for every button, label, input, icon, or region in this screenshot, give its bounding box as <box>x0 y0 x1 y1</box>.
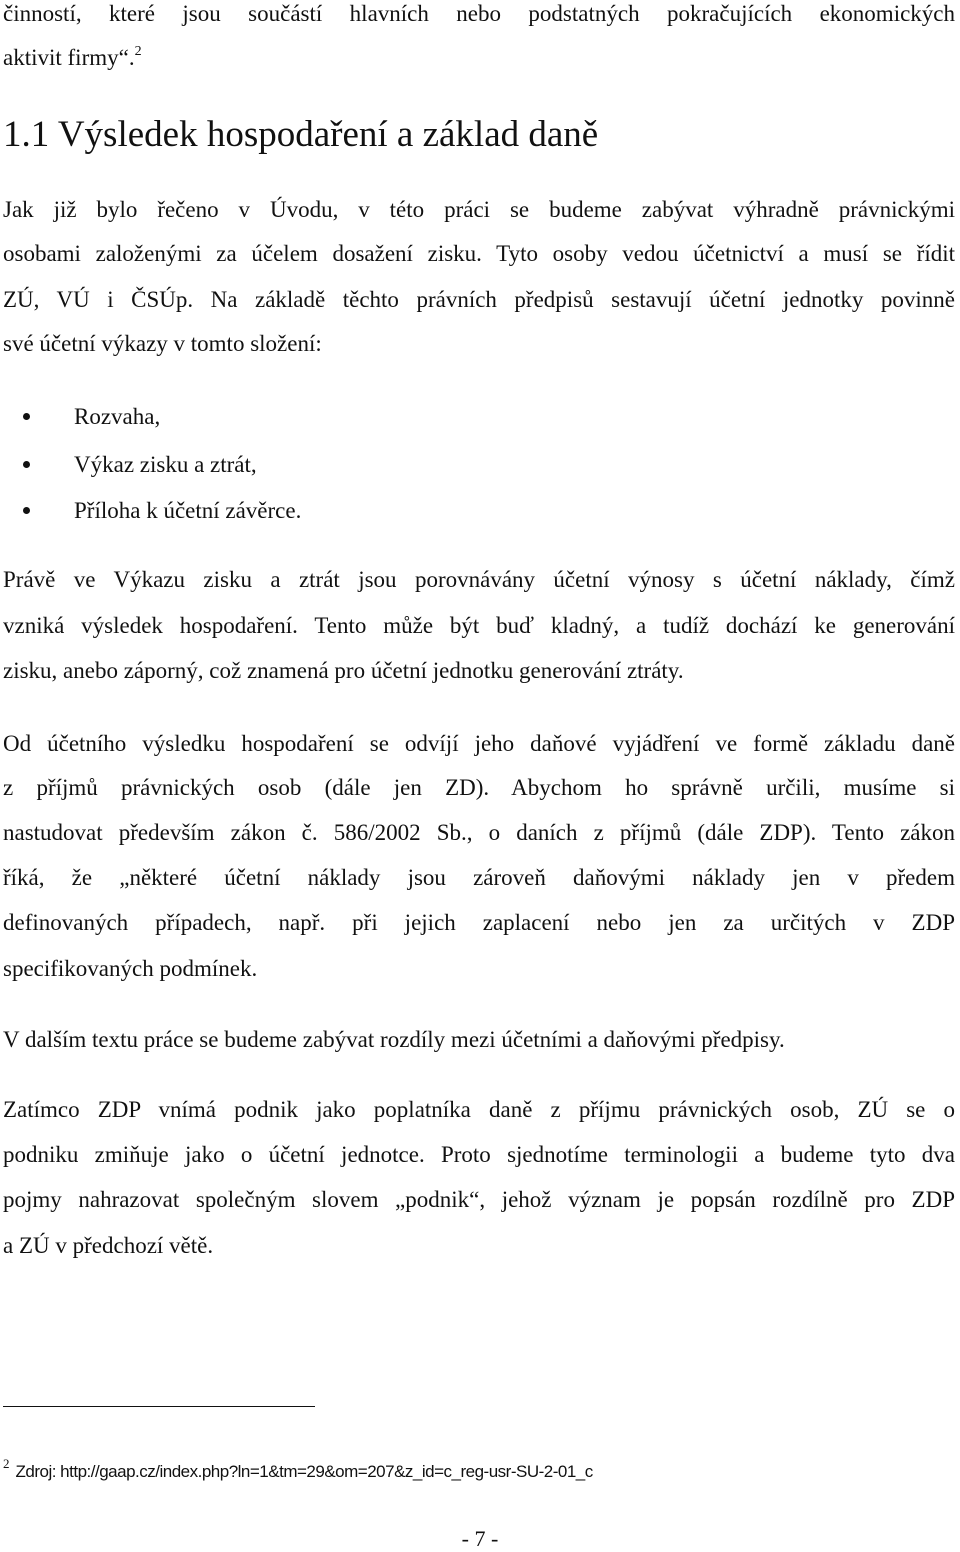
para3-line-4: říká, že „některé účetní náklady jsou zároveň daňovými náklady jen v předem <box>3 865 955 890</box>
para4-line-1: V dalším textu práce se budeme zabývat rozdíly mezi účetními a daňovými předpisy. <box>3 1027 785 1052</box>
footnote <box>3 1456 593 1485</box>
para2-line-1: Právě ve Výkazu zisku a ztrát jsou porovnávány účetní výnosy s účetní náklady, čímž <box>3 567 955 592</box>
para3-line-5: definovaných případech, např. při jejich zaplacení nebo jen za určitých v ZDP <box>3 910 955 935</box>
para5-line-3: pojmy nahrazovat společným slovem „podnik“, jehož význam je popsán rozdílně pro ZDP <box>3 1187 955 1212</box>
para3-line-6: specifikovaných podmínek. <box>3 956 258 981</box>
list-item-label: Rozvaha, <box>74 404 161 429</box>
bullet-icon <box>23 507 30 514</box>
para1-line-4: své účetní výkazy v tomto složení: <box>3 331 322 356</box>
footnote-text: Zdroj: http://gaap.cz/index.php?ln=1&tm=29&om=207&z_id=c_reg-usr-SU-2-01_c <box>15 1462 593 1481</box>
intro-line-2-text: aktivit firmy“. <box>3 45 135 70</box>
para2-line-3: zisku, anebo záporný, což znamená pro účetní jednotku generování ztráty. <box>3 658 684 683</box>
intro-line-2 <box>3 44 955 76</box>
footnote-reference: 2 <box>134 44 142 59</box>
page-number: - 7 - <box>461 1526 499 1551</box>
list-item-label: Příloha k účetní závěrce. <box>74 498 302 523</box>
list-item-label: Výkaz zisku a ztrát, <box>74 452 257 477</box>
para1-line-2: osobami založenými za účelem dosažení zisku. Tyto osoby vedou účetnictví a musí se řídit <box>3 241 955 266</box>
list-item <box>23 451 257 479</box>
para5-line-2: podniku zmiňuje jako o účetní jednotce. Proto sjednotíme terminologii a budeme tyto dva <box>3 1142 955 1167</box>
list-item <box>23 403 160 431</box>
para5-line-1: Zatímco ZDP vnímá podnik jako poplatníka daně z příjmu právnických osob, ZÚ se o <box>3 1097 955 1122</box>
para2-line-2: vzniká výsledek hospodaření. Tento může být buď kladný, a tudíž dochází ke generování <box>3 613 955 638</box>
footnote-separator <box>3 1406 315 1407</box>
para3-line-2: z příjmů právnických osob (dále jen ZD). Abychom ho správně určili, musíme si <box>3 775 955 800</box>
para1-line-3: ZÚ, VÚ i ČSÚp. Na základě těchto právních předpisů sestavují účetní jednotky povinně <box>3 287 955 312</box>
section-heading: 1.1 Výsledek hospodaření a základ daně <box>3 114 599 155</box>
para3-line-1: Od účetního výsledku hospodaření se odvíjí jeho daňové vyjádření ve formě základu daně <box>3 731 955 756</box>
bullet-icon <box>23 461 30 468</box>
para5-line-4: a ZÚ v předchozí větě. <box>3 1233 214 1258</box>
intro-line-1: činností, které jsou součástí hlavních nebo podstatných pokračujících ekonomických <box>3 1 955 26</box>
footnote-mark: 2 <box>3 1456 10 1471</box>
bullet-icon <box>23 413 30 420</box>
para1-line-1: Jak již bylo řečeno v Úvodu, v této práci se budeme zabývat výhradně právnickými <box>3 197 955 222</box>
para3-line-3: nastudovat především zákon č. 586/2002 Sb., o daních z příjmů (dále ZDP). Tento zákon <box>3 820 955 845</box>
list-item <box>23 497 301 525</box>
